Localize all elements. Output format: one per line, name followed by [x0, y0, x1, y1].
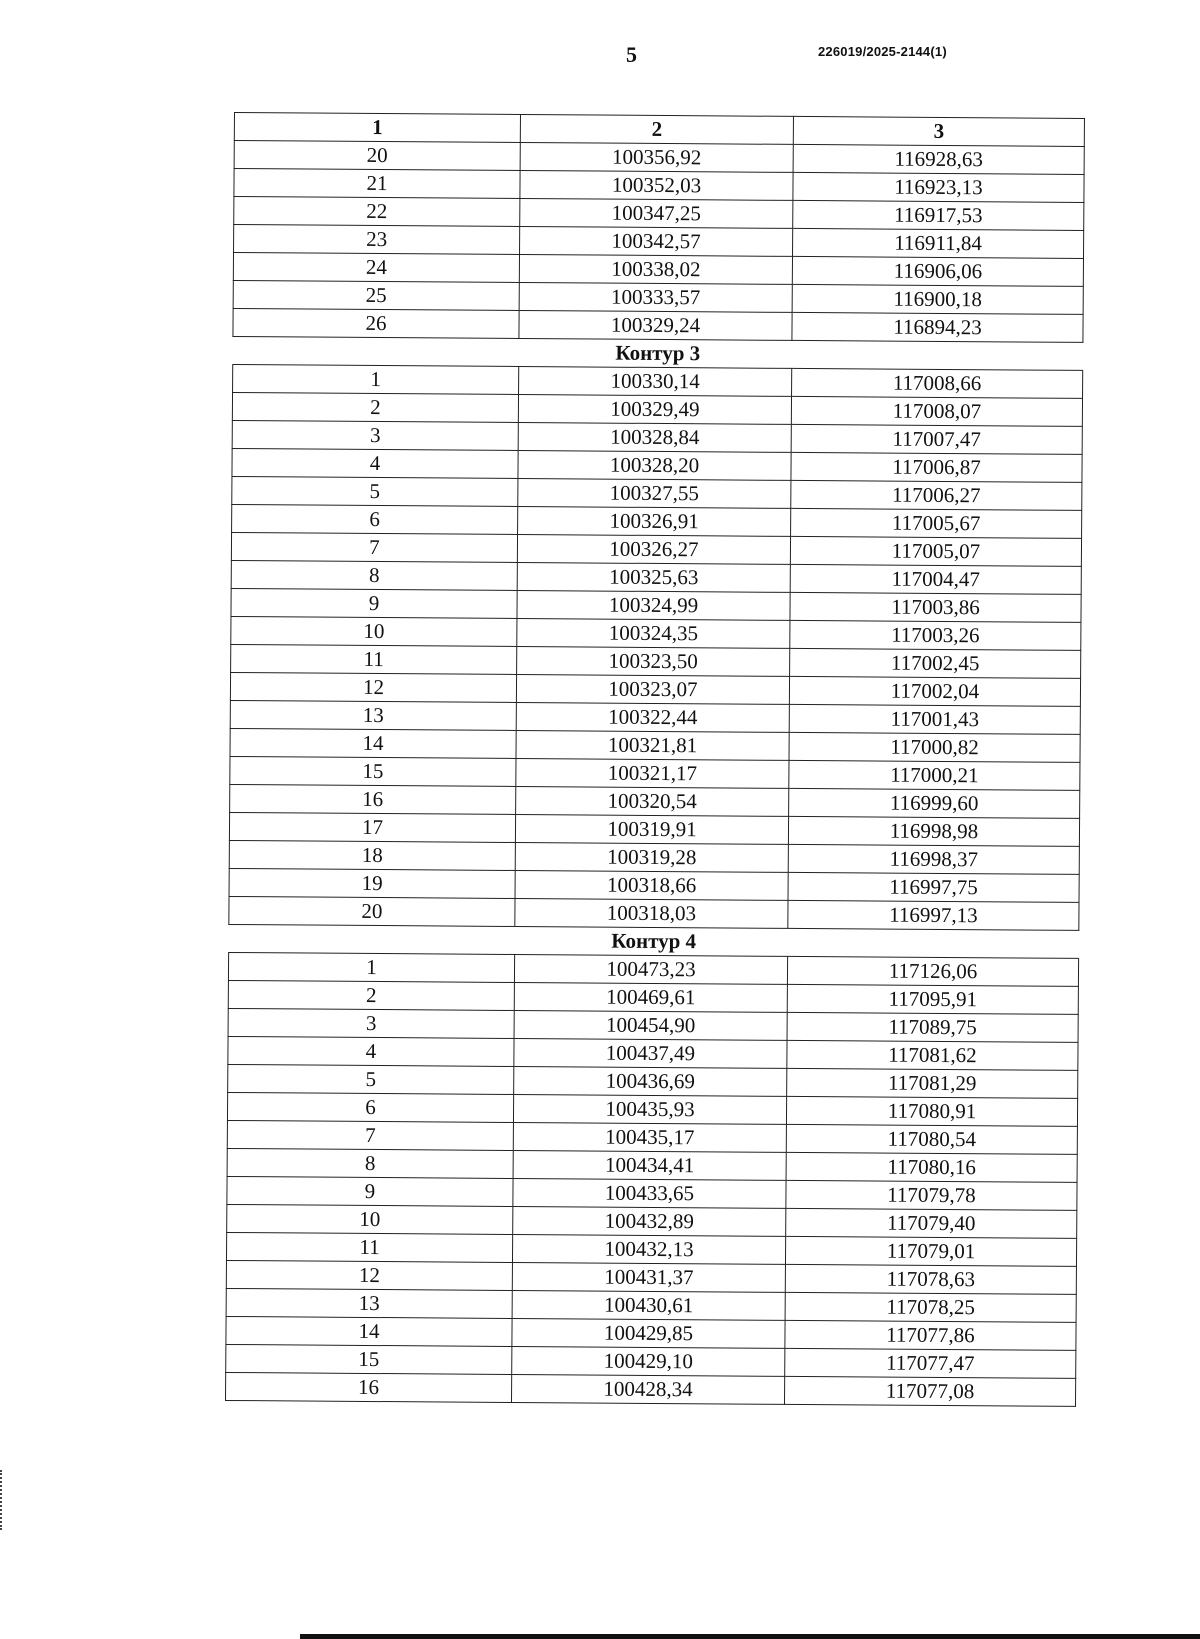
point-number-cell: 24	[233, 253, 519, 283]
point-number-cell: 15	[226, 1344, 512, 1374]
column-header-number: 1	[234, 113, 520, 143]
point-number-cell: 11	[231, 644, 517, 674]
x-coordinate-cell: 100321,81	[516, 730, 789, 760]
column-header-y: 3	[793, 116, 1084, 146]
section-title: Контур 3	[233, 336, 1083, 370]
y-coordinate-cell: 117081,62	[787, 1040, 1078, 1070]
x-coordinate-cell: 100431,37	[512, 1262, 785, 1292]
y-coordinate-cell: 117006,27	[791, 480, 1082, 510]
point-number-cell: 19	[229, 868, 515, 898]
x-coordinate-cell: 100454,90	[514, 1010, 787, 1040]
point-number-cell: 22	[234, 197, 520, 227]
point-number-cell: 20	[229, 896, 515, 926]
table-body	[226, 141, 1085, 1407]
point-number-cell: 10	[231, 616, 517, 646]
point-number-cell: 4	[228, 1036, 514, 1066]
point-number-cell: 12	[230, 672, 516, 702]
x-coordinate-cell: 100432,13	[512, 1234, 785, 1264]
point-number-cell: 14	[226, 1316, 512, 1346]
y-coordinate-cell: 117003,86	[790, 592, 1081, 622]
y-coordinate-cell: 116928,63	[793, 144, 1084, 174]
x-coordinate-cell: 100433,65	[513, 1178, 786, 1208]
x-coordinate-cell: 100326,27	[517, 534, 790, 564]
y-coordinate-cell: 117000,21	[789, 760, 1080, 790]
y-coordinate-cell: 117126,06	[787, 956, 1078, 986]
x-coordinate-cell: 100435,93	[513, 1094, 786, 1124]
section-title: Контур 4	[229, 924, 1079, 958]
y-coordinate-cell: 116894,23	[792, 312, 1083, 342]
x-coordinate-cell: 100323,50	[517, 646, 790, 676]
y-coordinate-cell: 116999,60	[789, 788, 1080, 818]
y-coordinate-cell: 117008,66	[792, 368, 1083, 398]
x-coordinate-cell: 100347,25	[520, 198, 793, 228]
y-coordinate-cell: 117079,78	[786, 1180, 1077, 1210]
point-number-cell: 18	[229, 840, 515, 870]
x-coordinate-cell: 100356,92	[520, 142, 793, 172]
coordinates-table	[225, 112, 1085, 1407]
x-coordinate-cell: 100338,02	[519, 254, 792, 284]
y-coordinate-cell: 117006,87	[791, 452, 1082, 482]
point-number-cell: 23	[234, 225, 520, 255]
x-coordinate-cell: 100428,34	[511, 1374, 784, 1404]
y-coordinate-cell: 117081,29	[787, 1068, 1078, 1098]
y-coordinate-cell: 117001,43	[789, 704, 1080, 734]
x-coordinate-cell: 100327,55	[518, 478, 791, 508]
y-coordinate-cell: 116998,98	[788, 816, 1079, 846]
point-number-cell: 5	[232, 476, 518, 506]
x-coordinate-cell: 100429,85	[512, 1318, 785, 1348]
point-number-cell: 5	[228, 1064, 514, 1094]
point-number-cell: 6	[227, 1092, 513, 1122]
y-coordinate-cell: 117079,40	[786, 1208, 1077, 1238]
point-number-cell: 8	[231, 560, 517, 590]
point-number-cell: 9	[231, 588, 517, 618]
x-coordinate-cell: 100469,61	[514, 982, 787, 1012]
y-coordinate-cell: 117078,25	[785, 1292, 1076, 1322]
point-number-cell: 9	[227, 1176, 513, 1206]
x-coordinate-cell: 100434,41	[513, 1150, 786, 1180]
x-coordinate-cell: 100328,20	[518, 450, 791, 480]
point-number-cell: 3	[228, 1008, 514, 1038]
point-number-cell: 14	[230, 728, 516, 758]
x-coordinate-cell: 100319,28	[515, 842, 788, 872]
y-coordinate-cell: 117095,91	[787, 984, 1078, 1014]
y-coordinate-cell: 117005,07	[790, 536, 1081, 566]
point-number-cell: 16	[230, 784, 516, 814]
column-header-x: 2	[520, 115, 793, 145]
x-coordinate-cell: 100473,23	[514, 954, 787, 984]
point-number-cell: 4	[232, 448, 518, 478]
y-coordinate-cell: 117079,01	[785, 1236, 1076, 1266]
y-coordinate-cell: 117080,54	[786, 1124, 1077, 1154]
point-number-cell: 20	[234, 141, 520, 171]
x-coordinate-cell: 100318,03	[515, 898, 788, 928]
y-coordinate-cell: 116997,13	[788, 900, 1079, 930]
y-coordinate-cell: 117002,45	[790, 648, 1081, 678]
point-number-cell: 1	[228, 952, 514, 982]
point-number-cell: 15	[230, 756, 516, 786]
point-number-cell: 21	[234, 169, 520, 199]
point-number-cell: 8	[227, 1148, 513, 1178]
point-number-cell: 3	[232, 420, 518, 450]
x-coordinate-cell: 100324,35	[517, 618, 790, 648]
page-number: 5	[626, 42, 637, 67]
y-coordinate-cell: 117078,63	[785, 1264, 1076, 1294]
table-row	[226, 1372, 1076, 1406]
point-number-cell: 7	[227, 1120, 513, 1150]
x-coordinate-cell: 100437,49	[514, 1038, 787, 1068]
y-coordinate-cell: 116997,75	[788, 872, 1079, 902]
x-coordinate-cell: 100342,57	[520, 226, 793, 256]
x-coordinate-cell: 100432,89	[513, 1206, 786, 1236]
point-number-cell: 7	[231, 532, 517, 562]
x-coordinate-cell: 100436,69	[514, 1066, 787, 1096]
y-coordinate-cell: 116900,18	[792, 284, 1083, 314]
scan-bottom-edge	[300, 1634, 1200, 1639]
y-coordinate-cell: 116998,37	[788, 844, 1079, 874]
point-number-cell: 17	[229, 812, 515, 842]
scan-edge-mark	[0, 1470, 5, 1530]
point-number-cell: 13	[230, 700, 516, 730]
x-coordinate-cell: 100320,54	[516, 786, 789, 816]
point-number-cell: 2	[232, 392, 518, 422]
x-coordinate-cell: 100429,10	[512, 1346, 785, 1376]
y-coordinate-cell: 117000,82	[789, 732, 1080, 762]
y-coordinate-cell: 117003,26	[790, 620, 1081, 650]
x-coordinate-cell: 100435,17	[513, 1122, 786, 1152]
point-number-cell: 10	[227, 1204, 513, 1234]
x-coordinate-cell: 100323,07	[516, 674, 789, 704]
x-coordinate-cell: 100326,91	[518, 506, 791, 536]
point-number-cell: 12	[226, 1260, 512, 1290]
x-coordinate-cell: 100319,91	[515, 814, 788, 844]
y-coordinate-cell: 117077,86	[785, 1320, 1076, 1350]
y-coordinate-cell: 117089,75	[787, 1012, 1078, 1042]
y-coordinate-cell: 116906,06	[792, 256, 1083, 286]
x-coordinate-cell: 100430,61	[512, 1290, 785, 1320]
point-number-cell: 6	[232, 504, 518, 534]
y-coordinate-cell: 117077,47	[785, 1348, 1076, 1378]
y-coordinate-cell: 116911,84	[793, 228, 1084, 258]
point-number-cell: 2	[228, 980, 514, 1010]
y-coordinate-cell: 117004,47	[790, 564, 1081, 594]
y-coordinate-cell: 117002,04	[789, 676, 1080, 706]
x-coordinate-cell: 100330,14	[519, 366, 792, 396]
x-coordinate-cell: 100352,03	[520, 170, 793, 200]
y-coordinate-cell: 117080,91	[786, 1096, 1077, 1126]
x-coordinate-cell: 100333,57	[519, 282, 792, 312]
x-coordinate-cell: 100322,44	[516, 702, 789, 732]
y-coordinate-cell: 117008,07	[791, 396, 1082, 426]
x-coordinate-cell: 100324,99	[517, 590, 790, 620]
y-coordinate-cell: 117007,47	[791, 424, 1082, 454]
x-coordinate-cell: 100318,66	[515, 870, 788, 900]
point-number-cell: 25	[233, 280, 519, 310]
point-number-cell: 1	[233, 364, 519, 394]
y-coordinate-cell: 117080,16	[786, 1152, 1077, 1182]
x-coordinate-cell: 100329,49	[518, 394, 791, 424]
y-coordinate-cell: 116917,53	[793, 200, 1084, 230]
x-coordinate-cell: 100328,84	[518, 422, 791, 452]
x-coordinate-cell: 100321,17	[516, 758, 789, 788]
y-coordinate-cell: 117077,08	[784, 1376, 1075, 1406]
point-number-cell: 16	[226, 1372, 512, 1402]
x-coordinate-cell: 100329,24	[519, 310, 792, 340]
point-number-cell: 13	[226, 1288, 512, 1318]
point-number-cell: 26	[233, 308, 519, 338]
point-number-cell: 11	[226, 1232, 512, 1262]
document-id: 226019/2025-2144(1)	[818, 44, 947, 59]
y-coordinate-cell: 117005,67	[791, 508, 1082, 538]
x-coordinate-cell: 100325,63	[517, 562, 790, 592]
y-coordinate-cell: 116923,13	[793, 172, 1084, 202]
